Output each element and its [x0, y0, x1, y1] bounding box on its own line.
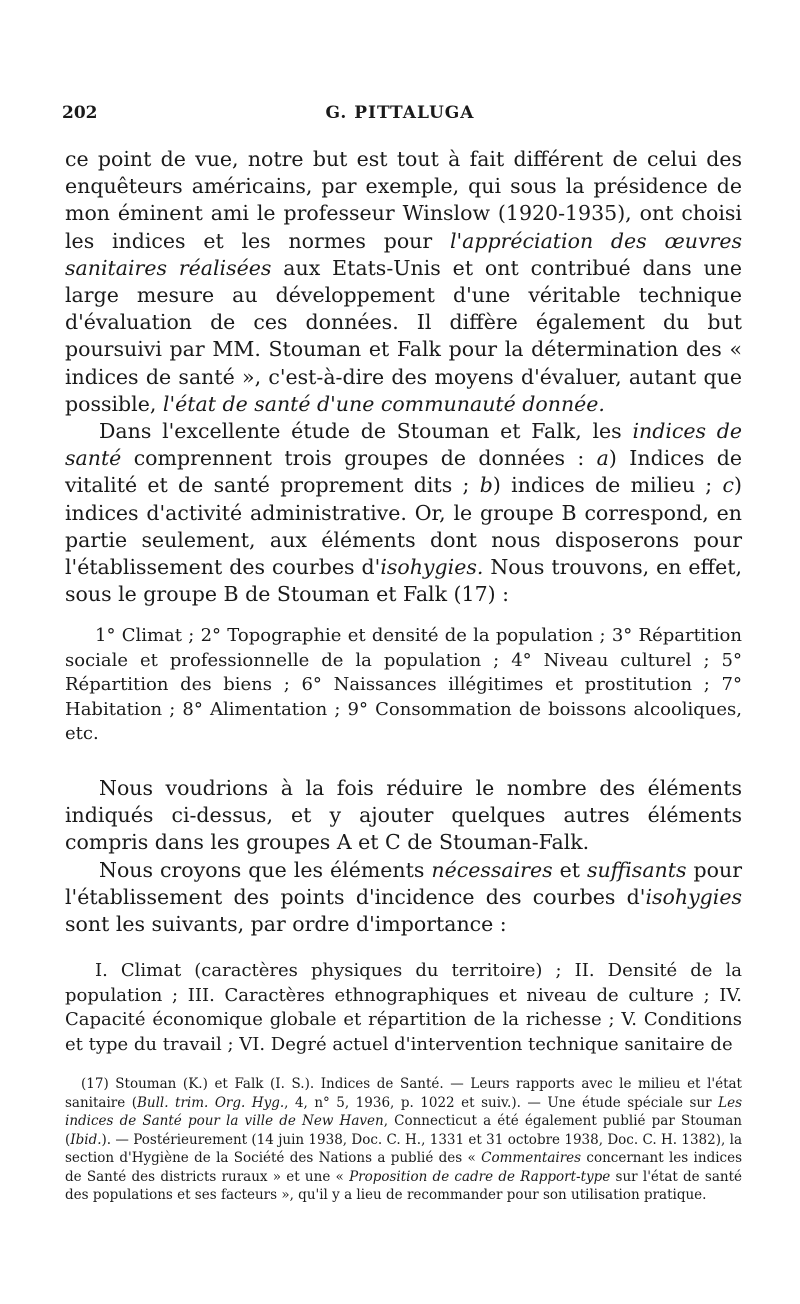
running-header-author: G. PITTALUGA: [325, 103, 475, 123]
paragraph-3: Nous voudrions à la fois réduire le nombre des éléments indiqués ci-dessus, et y ajouter quelques autres éléments compris dans les groupes A et C de Stouman-Falk.: [65, 776, 742, 855]
footnote-17: (17) Stouman (K.) et Falk (I. S.). Indices de Santé. — Leurs rapports avec le milieu et l'état sanitaire (Bull. trim. Org. Hyg., 4, n° 5, 1936, p. 1022 et suiv.). — Une étude spéciale sur Les indices de Santé pour la ville de New Haven, Connecticut a été également publié par Stouman (Ibid.). — Postérieurement (14 juin 1938, Doc. C. H., 1331 et 31 octobre 1938, Doc. C. H. 1382), la section d'Hygiène de la Société des Nations a publié des « Commentaires concernant les indices de Santé des districts ruraux » et une « Proposition de cadre de Rapport-type sur l'état de santé des populations et ses facteurs », qu'il y a lieu de recommander pour son utilisation pratique.: [65, 1076, 743, 1203]
paragraph-1: ce point de vue, notre but est tout à fait différent de celui des enquêteurs américains, par exemple, qui sous la présidence de mon éminent ami le professeur Winslow (1920-1935), ont choisi les indices et les normes pour l'appréciation des œuvres sanitaires réalisées aux Etats-Unis et ont contribué dans une large mesure au développement d'une véritable technique d'évaluation de ces données. Il diffère également du but poursuivi par MM. Stouman et Falk pour la détermination des « indices de santé », c'est-à-dire des moyens d'évaluer, autant que possible, l'état de santé d'une communauté donnée.: [65, 147, 742, 416]
paragraph-2: Dans l'excellente étude de Stouman et Falk, les indices de santé comprennent trois groupes de données : a) Indices de vitalité et de santé proprement dits ; b) indices de milieu ; c) indices d'activité administrative. Or, le groupe B correspond, en partie seulement, aux éléments dont nous disposerons pour l'établissement des courbes d'isohygies. Nous trouvons, en effet, sous le groupe B de Stouman et Falk (17) :: [65, 419, 742, 607]
quoted-list-1: 1° Climat ; 2° Topographie et densité de la population ; 3° Répartition sociale et professionnelle de la population ; 4° Niveau culturel ; 5° Répartition des biens ; 6° Naissances illégitimes et prostitution ; 7° Habitation ; 8° Alimentation ; 9° Consommation de boissons alcooliques, etc.: [65, 625, 742, 745]
paragraph-4: Nous croyons que les éléments nécessaires et suffisants pour l'établissement des points d'incidence des courbes d'isohygies sont les suivants, par ordre d'importance :: [65, 858, 742, 937]
page-number: 202: [62, 103, 98, 123]
quoted-list-2: I. Climat (caractères physiques du territoire) ; II. Densité de la population ; III. Caractères ethnographiques et niveau de culture ; IV. Capacité économique globale et répartition de la richesse ; V. Conditions et type du travail ; VI. Degré actuel d'intervention technique sanitaire de: [65, 960, 742, 1055]
